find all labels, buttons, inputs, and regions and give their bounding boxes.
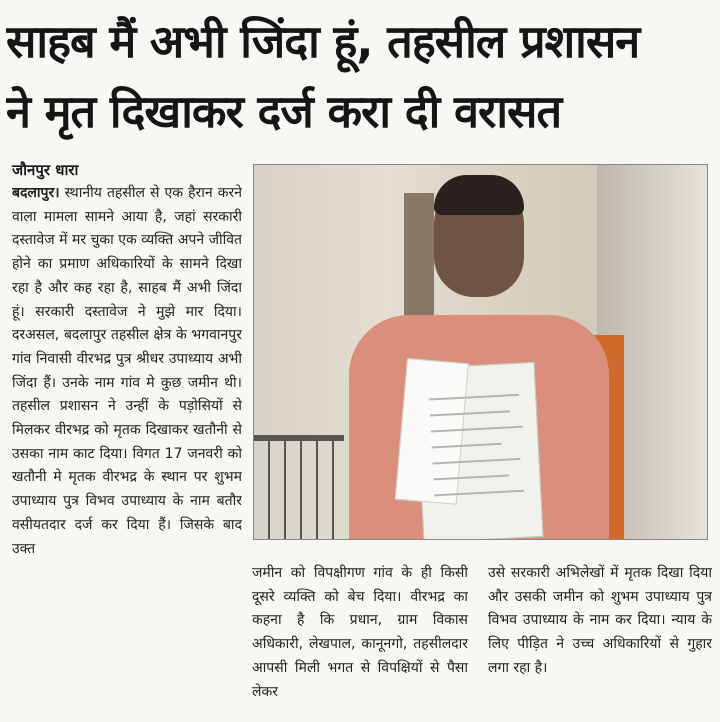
dateline: जौनपुर धारा <box>12 161 79 179</box>
photo-person-hair <box>434 175 524 215</box>
article-column-3-text: उसे सरकारी अभिलेखों में मृतक दिखा दिया और उसकी जमीन को शुभम उपाध्याय पुत्र विभव उपाध्याय के नाम कर दिया। न्याय के लिए पीड़ित ने उच्च अधिकारियों से गुहार लगा रहा है। <box>488 565 712 676</box>
headline <box>6 8 714 148</box>
article-column-1 <box>12 182 242 722</box>
headline-line-1: साहब मैं अभी जिंदा हूं, तहसील प्रशासन <box>6 15 640 68</box>
article-column-2-text: जमीन को विपक्षीगण गांव के ही किसी दूसरे व्यक्ति को बेच दिया। वीरभद्र का कहना है कि प्रधान, ग्राम विकास अधिकारी, लेखपाल, कानूनगो, तहसीलदार आपसी मिली भगत से विपक्षियों से पैसा लेकर <box>252 565 468 700</box>
article-column-2 <box>252 562 468 722</box>
article-lead: बदलापुर। <box>12 185 60 201</box>
photo-documents <box>415 362 544 540</box>
article-column-1-text: स्थानीय तहसील से एक हैरान करने वाला मामला सामने आया है, जहां सरकारी दस्तावेज में मर चुका एक व्यक्ति अपने जीवित होने का प्रमाण अधिकारियों के सामने दिखा रहा है और कह रहा है, साहब मैं अभी जिंदा हूं। सरकारी दस्तावेज ने मुझे मार दिया। दरअसल, बदलापुर तहसील क्षेत्र के भगवानपुर गांव निवासी वीरभद्र पुत्र श्रीधर उपाध्याय अभी जिंदा हैं। उनके नाम गांव मे कुछ जमीन थी। तहसील प्रशासन ने उन्हीं के पड़ोसियों से मिलकर वीरभद्र को मृतक दिखाकर खतौनी से उसका नाम काट दिया। विगत 17 जनवरी को खतौनी मे मृतक वीरभद्र के स्थान पर शुभम उपाध्याय पुत्र विभव उपाध्याय के नाम बतौर वसीयतदार दर्ज कर दिया हैं। जिसके बाद उक्त <box>12 185 242 557</box>
photo-chair <box>254 435 344 540</box>
headline-line-2: ने मृत दिखाकर दर्ज करा दी वरासत <box>6 85 562 138</box>
article-column-3 <box>488 562 712 722</box>
news-photo <box>253 164 708 540</box>
